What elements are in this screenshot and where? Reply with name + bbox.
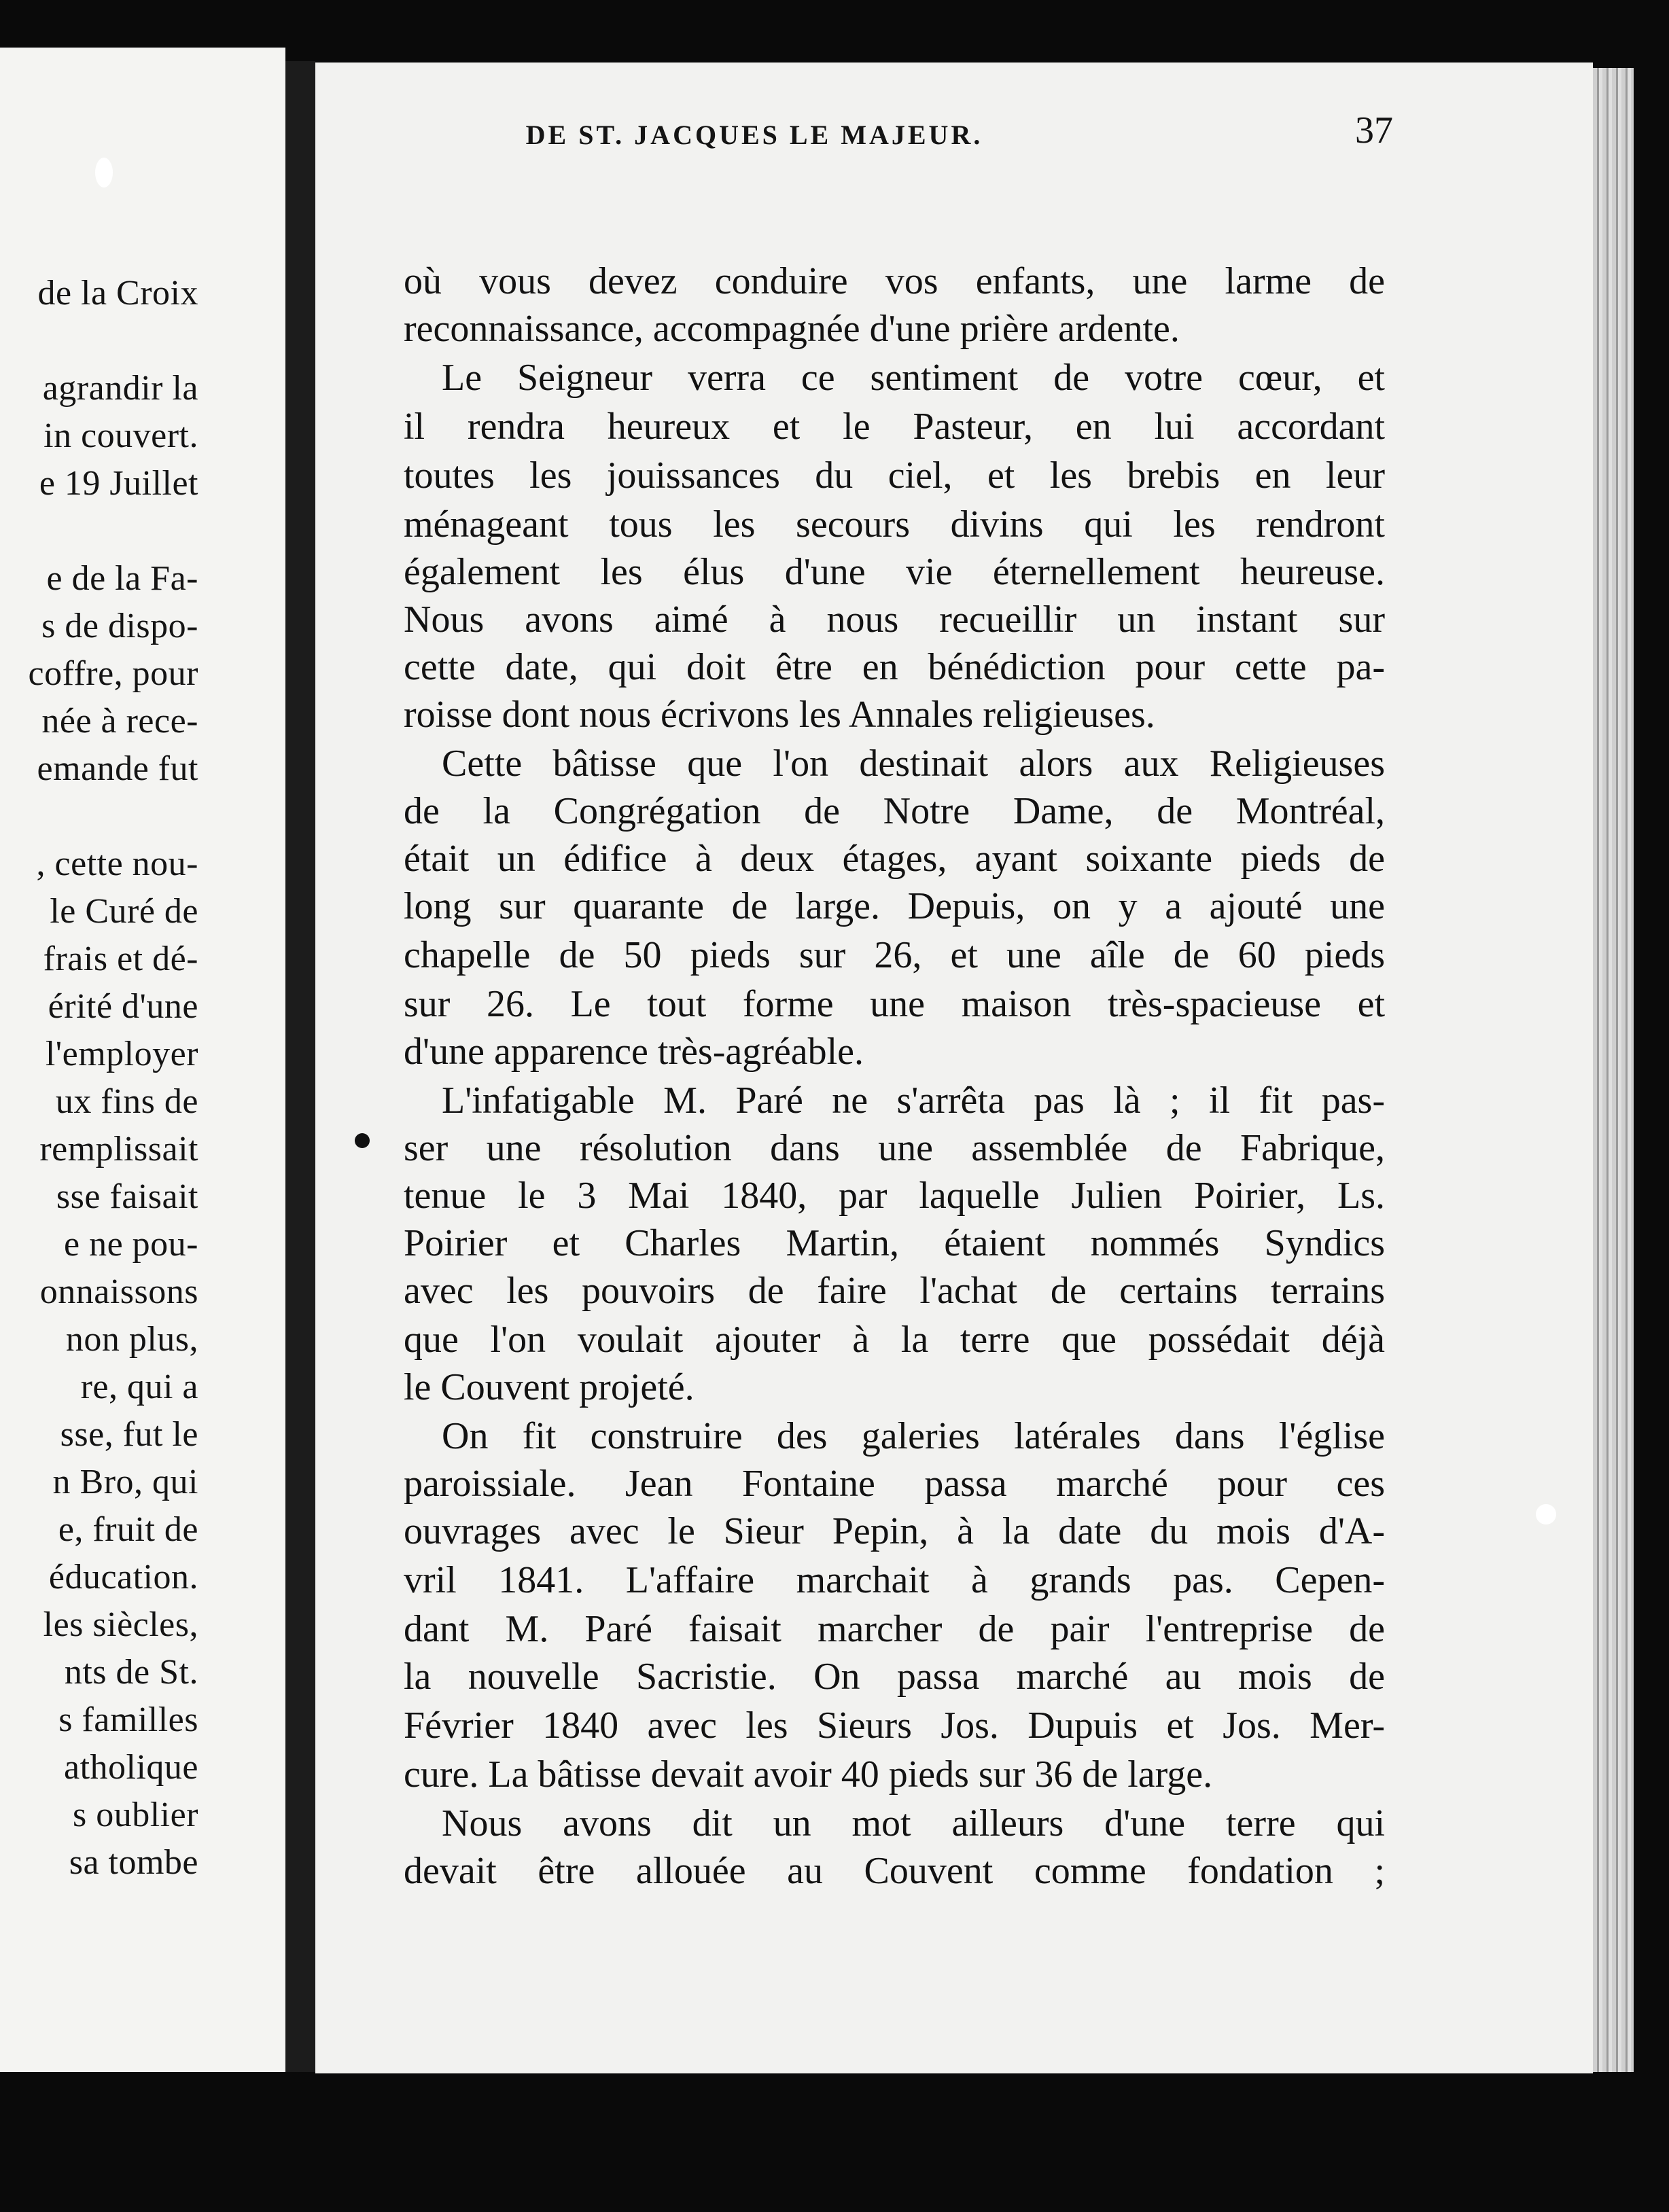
left-page-line: sse, fut le [60,1415,198,1454]
text-line: Poirier et Charles Martin, étaient nommés Syndics [404,1222,1385,1264]
left-page-line: l'employer [45,1035,198,1073]
left-page-line: onnaissons [39,1272,198,1311]
text-line: paroissiale. Jean Fontaine passa marché pour ces [404,1463,1385,1505]
text-line: roisse dont nous écrivons les Annales religieuses. [404,694,1155,736]
text-line: tenue le 3 Mai 1840, par laquelle Julien Poirier, Ls. [404,1175,1385,1217]
left-page-line: frais et dé- [43,940,198,978]
left-page-line: atholique [63,1748,198,1787]
text-line: ouvrages avec le Sieur Pepin, à la date du mois d'A- [404,1510,1385,1552]
left-page-line: e, fruit de [58,1510,198,1549]
text-line: toutes les jouissances du ciel, et les brebis en leur [404,454,1385,497]
left-page-line: de la Croix [37,274,198,313]
text-line: reconnaissance, accompagnée d'une prière ardente. [404,308,1180,350]
left-page-line: e 19 Juillet [39,464,198,503]
text-line: de la Congrégation de Notre Dame, de Montréal, [404,790,1385,832]
text-line: sur 26. Le tout forme une maison très-spacieuse et [404,983,1385,1025]
text-line: la nouvelle Sacristie. On passa marché au mois de [404,1656,1385,1698]
left-page-line: non plus, [65,1320,198,1359]
left-page-line: sa tombe [69,1843,198,1882]
text-line: que l'on voulait ajouter à la terre que possédait déjà [404,1319,1385,1361]
text-line: d'une apparence très-agréable. [404,1031,864,1073]
left-page-line: emande fut [37,749,198,788]
left-page-line: coffre, pour [28,654,198,693]
text-line: devait être allouée au Couvent comme fondation ; [404,1850,1385,1892]
left-page-line: éducation. [48,1558,198,1596]
text-line: cure. La bâtisse devait avoir 40 pieds sur 36 de large. [404,1753,1213,1796]
left-page-line: érité d'une [48,987,198,1026]
text-line: On fit construire des galeries latérales dans l'église [442,1415,1385,1457]
text-line: Février 1840 avec les Sieurs Jos. Dupuis et Jos. Mer- [404,1705,1385,1747]
left-page-line: le Curé de [50,892,198,931]
text-line: le Couvent projeté. [404,1366,695,1408]
text-line: dant M. Paré faisait marcher de pair l'entreprise de [404,1608,1385,1650]
text-line: ser une résolution dans une assemblée de Fabrique, [404,1127,1385,1169]
left-page-line: , cette nou- [36,844,198,883]
left-page-line: e ne pou- [64,1225,198,1264]
text-line: où vous devez conduire vos enfants, une larme de [404,260,1385,302]
text-line: avec les pouvoirs de faire l'achat de certains terrains [404,1270,1385,1312]
text-line: ménageant tous les secours divins qui les rendront [404,503,1385,546]
text-line: il rendra heureux et le Pasteur, en lui accordant [404,406,1385,448]
left-page-line: n Bro, qui [52,1463,198,1501]
left-facing-page [0,48,285,2072]
page-number: 37 [1355,109,1393,151]
page-edges [1593,68,1634,2072]
scan-artifact [95,158,113,188]
left-page-line: s familles [58,1700,198,1739]
text-line: long sur quarante de large. Depuis, on y a ajouté une [404,885,1385,927]
left-page-line: les siècles, [43,1605,198,1644]
text-line: Le Seigneur verra ce sentiment de votre cœur, et [442,357,1385,399]
text-line: cette date, qui doit être en bénédiction pour cette pa- [404,646,1385,688]
left-page-line: in couvert. [43,416,198,455]
text-line: Cette bâtisse que l'on destinait alors aux Religieuses [442,743,1385,785]
left-page-line: s oublier [72,1796,198,1834]
running-head: DE ST. JACQUES LE MAJEUR. [525,120,983,150]
text-line: Nous avons aimé à nous recueillir un instant sur [404,599,1385,641]
text-line: chapelle de 50 pieds sur 26, et une aîle de 60 pieds [404,934,1385,976]
left-page-line: sse faisait [56,1177,198,1216]
left-page-line: nts de St. [64,1653,198,1692]
left-page-line: remplissait [39,1130,198,1169]
left-page-line: s de dispo- [41,607,198,645]
text-line: Nous avons dit un mot ailleurs d'une terre qui [442,1802,1385,1844]
text-line: L'infatigable M. Paré ne s'arrêta pas là ; il fit pas- [442,1080,1385,1122]
ink-speck [355,1133,370,1148]
left-page-line: née à rece- [41,702,198,741]
scan-artifact [1536,1504,1556,1524]
text-line: également les élus d'une vie éternellement heureuse. [404,551,1385,593]
text-line: était un édifice à deux étages, ayant soixante pieds de [404,838,1385,880]
left-page-line: e de la Fa- [46,559,198,598]
left-page-line: re, qui a [80,1368,198,1406]
left-page-line: agrandir la [42,369,198,408]
left-page-line: ux fins de [55,1082,198,1121]
book-gutter [285,61,315,2072]
text-line: vril 1841. L'affaire marchait à grands pas. Cepen- [404,1559,1385,1601]
